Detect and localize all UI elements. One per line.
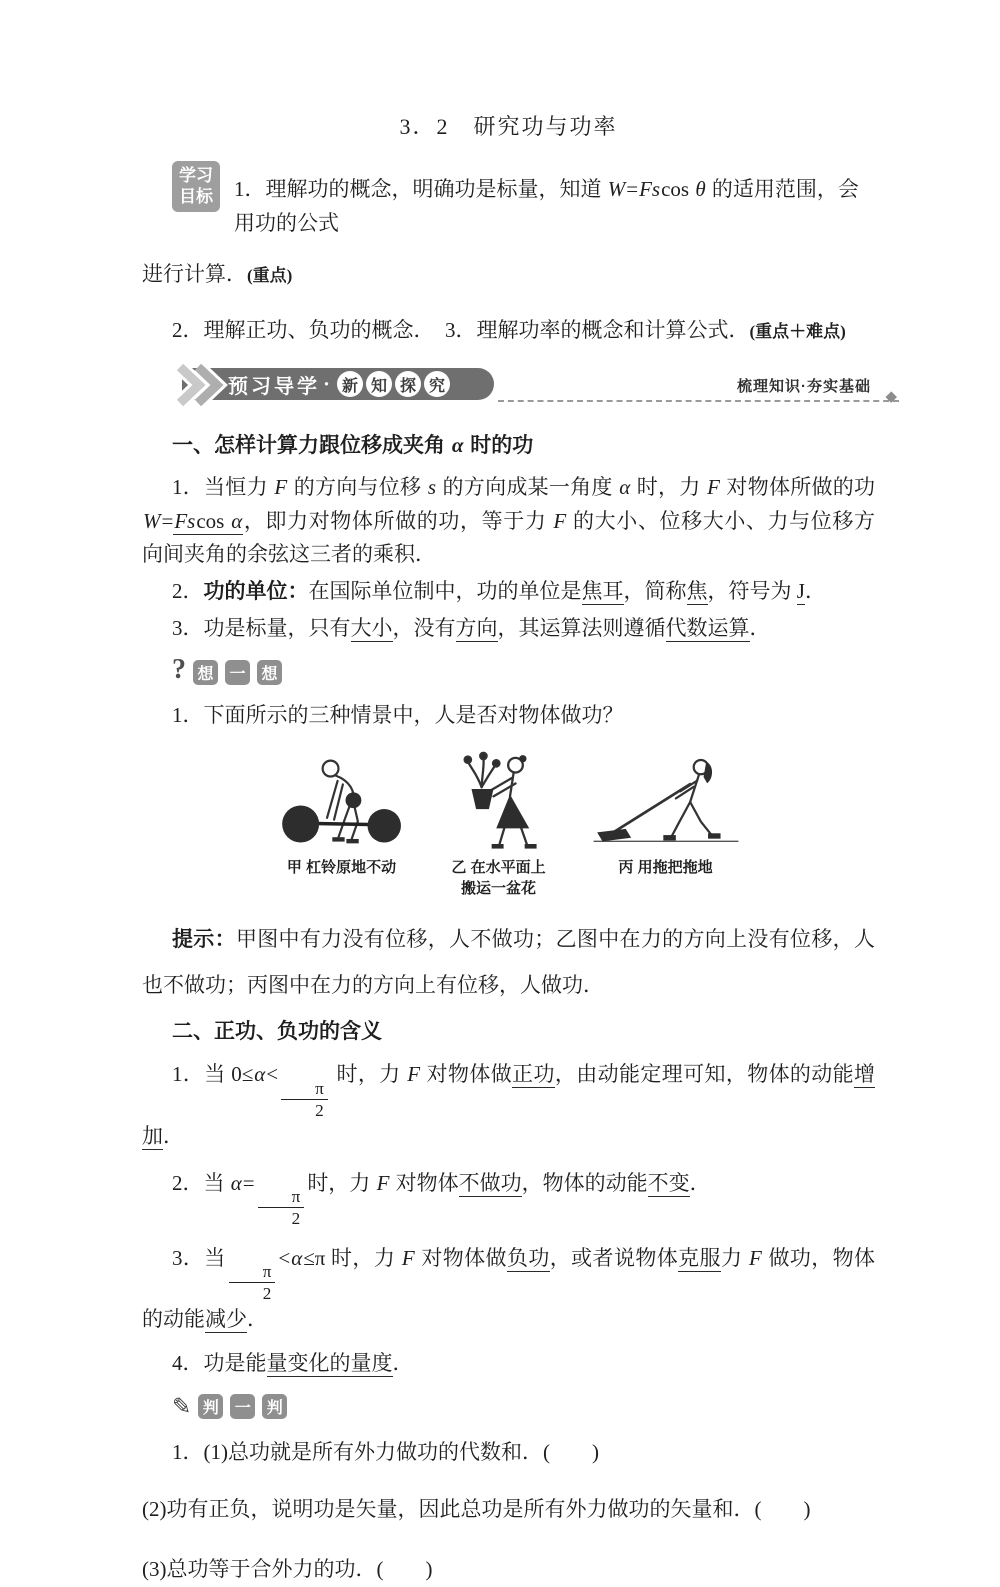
section-1-item-2	[142, 575, 875, 608]
text-run: s	[427, 475, 437, 500]
text-run: (重点＋难点)	[749, 321, 846, 341]
figure-mopping	[590, 746, 742, 878]
banner-dot: ·	[323, 371, 331, 396]
text-run: 功的单位：	[203, 579, 309, 603]
badge-char: 判	[198, 1394, 223, 1419]
text-run: J	[796, 578, 805, 603]
text-run: ．	[392, 1350, 414, 1375]
text-run: Fs	[174, 508, 196, 533]
text-run: W	[607, 177, 626, 201]
text-run: α	[619, 475, 631, 500]
text-run: 在国际单位制中，功的单位是	[308, 578, 582, 603]
text-run: cos	[661, 177, 695, 201]
text-run: <	[266, 1062, 279, 1087]
text-run: F	[748, 1245, 762, 1270]
banner-circle-char: 新	[337, 371, 363, 397]
text-run: (2)功有正负，说明功是矢量，因此总功是所有外力做功的矢量和．( )	[142, 1497, 811, 1522]
section-1-item-3	[142, 612, 875, 645]
judge-question-3	[142, 1553, 875, 1587]
figure-carrying-flower-image	[444, 746, 554, 852]
text-run: 1．当恒力	[172, 475, 274, 500]
text-run: F	[553, 508, 567, 533]
text-run: F	[376, 1170, 390, 1195]
objectives-badge-line2: 目标	[179, 187, 213, 207]
text-run: ，其运算法则遵循	[497, 616, 666, 641]
text-run: F	[274, 475, 288, 500]
section-1-item-1	[142, 471, 875, 571]
text-run: 时，力	[307, 1170, 376, 1195]
text-run: 4．功是能	[172, 1350, 267, 1375]
text-run: 1．下面所示的三种情景中，人是否对物体做功？	[172, 703, 624, 728]
double-chevron-icon	[172, 362, 238, 408]
fraction: $\frac{\pi}{2}$	[281, 1079, 328, 1121]
text-run: 时的功	[464, 434, 534, 458]
banner-circle-char: 究	[424, 371, 450, 397]
text-run: ，即力对物体所做的功，等于力	[243, 508, 553, 533]
text-run: 克服	[678, 1245, 721, 1270]
text-run: 2．当	[172, 1170, 230, 1195]
badge-char: 一	[230, 1394, 255, 1419]
fraction: $\frac{\pi}{2}$	[258, 1187, 305, 1229]
banner-tagline: 梳理知识·夯实基础	[737, 378, 871, 396]
text-run: 的方向与位移	[288, 475, 427, 500]
text-run: ．	[804, 578, 826, 603]
objective-item-1	[234, 173, 875, 240]
text-run: =	[161, 508, 174, 533]
text-run: 1．理解功的概念，明确功是标量，知道	[234, 177, 607, 201]
text-run: F	[707, 475, 720, 500]
text-run: α	[254, 1062, 266, 1087]
judge-question-2	[142, 1493, 875, 1527]
text-run: 焦耳	[581, 578, 624, 603]
objectives-badge	[172, 161, 220, 212]
text-run: ，或者说物体	[549, 1245, 679, 1270]
text-run: α	[291, 1245, 303, 1270]
text-run: 1．当 0≤	[172, 1062, 254, 1087]
objectives-badge-line1: 学习	[179, 166, 213, 185]
carrying-flower-illustration	[444, 748, 554, 852]
text-run: ≤π 时，力	[303, 1245, 401, 1270]
text-run: cos	[196, 508, 231, 533]
page-title: 3．2 研究功与功率	[399, 114, 618, 139]
text-run: 的适用范围，会用功的公式	[234, 177, 859, 235]
text-run: =	[626, 177, 639, 201]
text-run: 焦	[686, 578, 708, 603]
section-2-heading	[172, 1015, 875, 1045]
pen-icon: ✎	[172, 1394, 192, 1420]
text-run: F	[407, 1062, 421, 1087]
text-run: 2．	[172, 578, 204, 603]
text-run: 正功	[512, 1062, 555, 1087]
text-run: 对物体做	[421, 1062, 513, 1087]
text-run: ．	[689, 1170, 711, 1195]
text-run: θ	[695, 177, 706, 201]
text-run: ，由动能定理可知，物体的动能	[554, 1062, 855, 1087]
text-run: 时，力	[631, 475, 707, 500]
diamond-icon: ◆	[885, 389, 897, 406]
text-run: 对物体	[390, 1170, 459, 1195]
badge-char: 判	[262, 1394, 287, 1419]
text-run: 做功，物体的动能	[142, 1245, 876, 1332]
text-run: α	[231, 508, 243, 533]
figure-mopping-image	[590, 746, 742, 852]
text-run: 力	[720, 1245, 748, 1270]
text-run: 不做功	[458, 1170, 522, 1195]
text-run: ，符号为	[707, 578, 797, 603]
mopping-illustration	[590, 752, 742, 852]
banner-circle-char: 探	[395, 371, 421, 397]
text-run: 二、正功、负功的含义	[172, 1020, 382, 1044]
text-run: ，物体的动能	[521, 1170, 648, 1195]
text-run: Fs	[639, 177, 661, 201]
text-run: 一、怎样计算力跟位移成夹角	[172, 434, 451, 458]
figure-caption-bing: 丙 用拖把拖地	[618, 859, 713, 877]
text-run: ．	[247, 1307, 268, 1332]
think-about-it-badge	[172, 654, 875, 687]
section-2-item-2	[142, 1167, 875, 1229]
figure-caption-jia: 甲 杠铃原地不动	[286, 859, 397, 877]
objective-items-2-3	[142, 314, 875, 348]
text-run: F	[401, 1245, 415, 1270]
text-run: ，简称	[623, 578, 687, 603]
text-run: 甲图中有力没有位移，人不做功；乙图中在力的方向上没有位移，人也不做功；丙图中在力的方向上有位移，人做功．	[142, 927, 875, 997]
text-run: 3．功是标量，只有	[172, 616, 351, 641]
learning-objectives	[142, 157, 875, 240]
badge-char: 一	[225, 660, 250, 685]
text-run: 方向	[455, 616, 498, 641]
judge-question-1	[142, 1436, 875, 1470]
question-mark-icon: ?	[172, 654, 186, 686]
text-run: 代数运算	[665, 616, 750, 641]
text-run: 增加	[142, 1062, 876, 1149]
banner-title: 预习导学	[228, 375, 320, 398]
text-run: W	[143, 508, 161, 533]
text-run: 的大小、位移大小、力与位移方向间夹角的余弦这三者的乘积．	[142, 508, 876, 566]
figure-caption-yi-line1: 乙 在水平面上	[451, 859, 546, 877]
hint-paragraph	[142, 917, 875, 1007]
section-2-item-4	[142, 1347, 875, 1380]
text-run: 2．理解正功、负功的概念． 3．理解功率的概念和计算公式．	[172, 317, 750, 342]
section-1-heading	[172, 429, 875, 459]
text-run: 提示：	[172, 928, 236, 952]
badge-char: 想	[257, 660, 282, 685]
text-run: ．	[163, 1124, 184, 1149]
text-run: 量变化的量度	[266, 1350, 393, 1375]
text-run: 进行计算．	[142, 262, 247, 287]
figure-caption-yi-line2: 搬运一盆花	[460, 880, 536, 898]
text-run: 的方向成某一角度	[437, 475, 619, 500]
figure-caption-yi	[444, 857, 554, 899]
text-run: 1．(1)总功就是所有外力做功的代数和．( )	[172, 1439, 599, 1464]
figure-carrying-flower	[444, 746, 554, 899]
text-run: 对物体做	[415, 1245, 507, 1270]
text-run: =	[242, 1170, 255, 1195]
preview-section-banner	[142, 365, 897, 407]
text-run: 减少	[205, 1307, 247, 1332]
text-run: (重点)	[247, 266, 293, 286]
dashed-divider	[498, 400, 899, 402]
scenario-figures	[142, 746, 875, 899]
section-2-item-1	[142, 1058, 875, 1153]
figure-weightlifter-image	[276, 746, 408, 852]
banner-circle-char: 知	[366, 371, 392, 397]
judge-badge	[172, 1392, 875, 1422]
section-2-item-3	[142, 1242, 875, 1337]
objective-item-1-continued	[142, 258, 875, 292]
badge-char: 想	[193, 660, 218, 685]
fraction: $\frac{\pi}{2}$	[229, 1262, 276, 1304]
text-run: (3)总功等于合外力的功．( )	[142, 1557, 433, 1581]
text-run: 对物体所做的功	[720, 475, 876, 500]
text-run: α	[451, 433, 464, 458]
text-run: <	[278, 1245, 291, 1270]
text-run: 负功	[506, 1245, 550, 1270]
figure-weightlifter	[276, 746, 408, 878]
text-run: 大小	[350, 616, 393, 641]
text-run: 3．当	[172, 1245, 226, 1270]
text-run: α	[230, 1170, 242, 1195]
text-run: 不变	[647, 1170, 690, 1195]
weightlifter-illustration	[276, 752, 408, 852]
think-question	[142, 699, 875, 732]
text-run: ．	[749, 616, 771, 641]
text-run: 时，力	[330, 1062, 407, 1087]
text-run: ，没有	[392, 616, 456, 641]
